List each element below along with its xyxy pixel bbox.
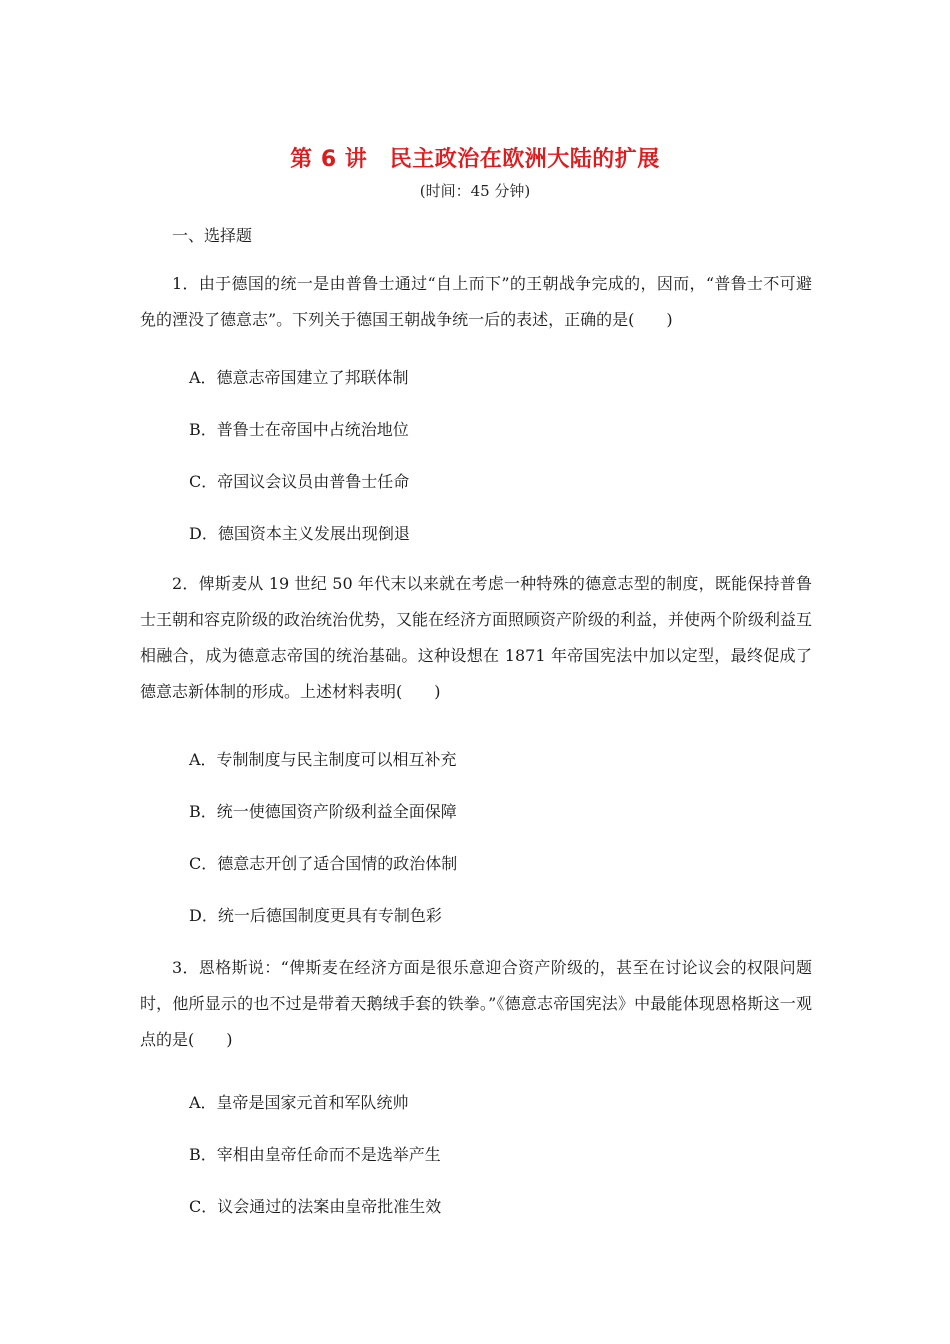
- question-2: 2．俾斯麦从 19 世纪 50 年代末以来就在考虑一种特殊的德意志型的制度，既能保持普鲁士王朝和容克阶级的政治统治优势，又能在经济方面照顾资产阶级的利益，并使两个阶级利益互相融合，成为德意志帝国的统治基础。这种设想在 1871 年帝国宪法中加以定型，最终促成了德意志新体制的形成。上述材料表明( ): [140, 574, 813, 701]
- question-3-option-a: A．皇帝是国家元首和军队统帅: [189, 1093, 409, 1112]
- question-1-option-b: B．普鲁士在帝国中占统治地位: [189, 420, 409, 439]
- question-3: 3．恩格斯说：“俾斯麦在经济方面是很乐意迎合资产阶级的，甚至在讨论议会的权限问题时，他所显示的也不过是带着天鹅绒手套的铁拳。”《德意志帝国宪法》中最能体现恩格斯这一观点的是( ): [140, 958, 812, 1049]
- question-2-option-c: C．德意志开创了适合国情的政治体制: [189, 854, 458, 873]
- question-2-option-d: D．统一后德国制度更具有专制色彩: [189, 906, 442, 925]
- question-3-option-b: B．宰相由皇帝任命而不是选举产生: [189, 1145, 441, 1164]
- question-1-option-a: A．德意志帝国建立了邦联体制: [189, 368, 409, 387]
- question-3-option-c: C．议会通过的法案由皇帝批准生效: [189, 1197, 442, 1216]
- question-1-option-d: D．德国资本主义发展出现倒退: [189, 524, 410, 543]
- time-limit: (时间：45 分钟): [419, 182, 531, 200]
- question-2-option-b: B．统一使德国资产阶级利益全面保障: [189, 802, 457, 821]
- question-1: 1．由于德国的统一是由普鲁士通过“自上而下”的王朝战争完成的，因而，“普鲁士不可避免的湮没了德意志”。下列关于德国王朝战争统一后的表述，正确的是( ): [140, 274, 812, 329]
- question-2-option-a: A．专制制度与民主制度可以相互补充: [189, 750, 457, 769]
- section-heading: 一、选择题: [172, 226, 253, 245]
- question-1-option-c: C．帝国议会议员由普鲁士任命: [189, 472, 410, 491]
- page-title: 第 6 讲 民主政治在欧洲大陆的扩展: [290, 147, 660, 172]
